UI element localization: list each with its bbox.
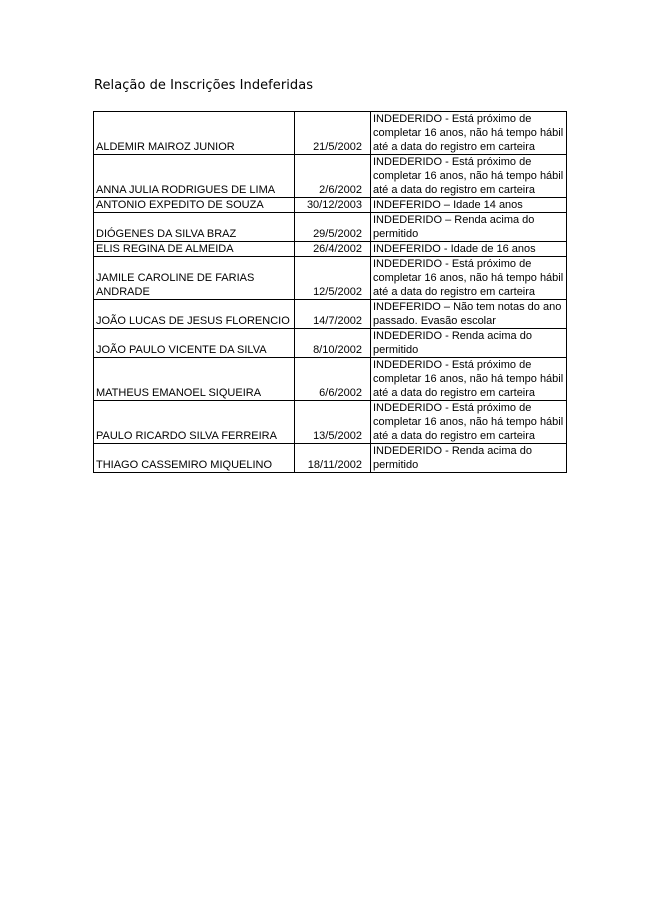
table-row <box>94 358 567 401</box>
decision-status: INDEFERIDO - Idade de 16 anos <box>371 242 567 257</box>
birth-date: 12/5/2002 <box>295 257 371 300</box>
decision-status: INDEDERIDO - Está próximo de completar 16 anos, não há tempo hábil até a data do registro em carteira <box>371 401 567 444</box>
table-row <box>94 329 567 358</box>
table-row <box>94 257 567 300</box>
birth-date: 26/4/2002 <box>295 242 371 257</box>
applicant-name: ALDEMIR MAIROZ JUNIOR <box>94 112 295 155</box>
birth-date: 29/5/2002 <box>295 213 371 242</box>
table-row <box>94 242 567 257</box>
applicant-name: THIAGO CASSEMIRO MIQUELINO <box>94 444 295 473</box>
decision-status: INDEFERIDO – Idade 14 anos <box>371 198 567 213</box>
applicant-name: JOÃO LUCAS DE JESUS FLORENCIO <box>94 300 295 329</box>
birth-date: 14/7/2002 <box>295 300 371 329</box>
applicant-name: ELIS REGINA DE ALMEIDA <box>94 242 295 257</box>
applicant-name: MATHEUS EMANOEL SIQUEIRA <box>94 358 295 401</box>
decision-status: INDEDERIDO - Está próximo de completar 16 anos, não há tempo hábil até a data do registro em carteira <box>371 112 567 155</box>
table-row <box>94 112 567 155</box>
decision-status: INDEDERIDO - Renda acima do permitido <box>371 329 567 358</box>
table-row <box>94 401 567 444</box>
decision-status: INDEFERIDO – Não tem notas do ano passado. Evasão escolar <box>371 300 567 329</box>
applicant-name: JAMILE CAROLINE DE FARIAS ANDRADE <box>94 257 295 300</box>
decision-status: INDEDERIDO - Renda acima do permitido <box>371 444 567 473</box>
decision-status: INDEDERIDO - Está próximo de completar 16 anos, não há tempo hábil até a data do registro em carteira <box>371 155 567 198</box>
table-row <box>94 213 567 242</box>
birth-date: 18/11/2002 <box>295 444 371 473</box>
birth-date: 30/12/2003 <box>295 198 371 213</box>
birth-date: 13/5/2002 <box>295 401 371 444</box>
table-row <box>94 198 567 213</box>
table-row <box>94 300 567 329</box>
decision-status: INDEDERIDO - Está próximo de completar 16 anos, não há tempo hábil até a data do registro em carteira <box>371 257 567 300</box>
applicant-name: JOÃO PAULO VICENTE DA SILVA <box>94 329 295 358</box>
birth-date: 8/10/2002 <box>295 329 371 358</box>
applicant-name: ANNA JULIA RODRIGUES DE LIMA <box>94 155 295 198</box>
birth-date: 2/6/2002 <box>295 155 371 198</box>
decision-status: INDEDERIDO – Renda acima do permitido <box>371 213 567 242</box>
table-row <box>94 444 567 473</box>
birth-date: 21/5/2002 <box>295 112 371 155</box>
applicant-name: DIÓGENES DA SILVA BRAZ <box>94 213 295 242</box>
table-row <box>94 155 567 198</box>
birth-date: 6/6/2002 <box>295 358 371 401</box>
records-table <box>93 111 567 473</box>
applicant-name: ANTONIO EXPEDITO DE SOUZA <box>94 198 295 213</box>
applicant-name: PAULO RICARDO SILVA FERREIRA <box>94 401 295 444</box>
page-title: Relação de Inscrições Indeferidas <box>94 78 314 93</box>
decision-status: INDEDERIDO - Está próximo de completar 16 anos, não há tempo hábil até a data do registro em carteira <box>371 358 567 401</box>
